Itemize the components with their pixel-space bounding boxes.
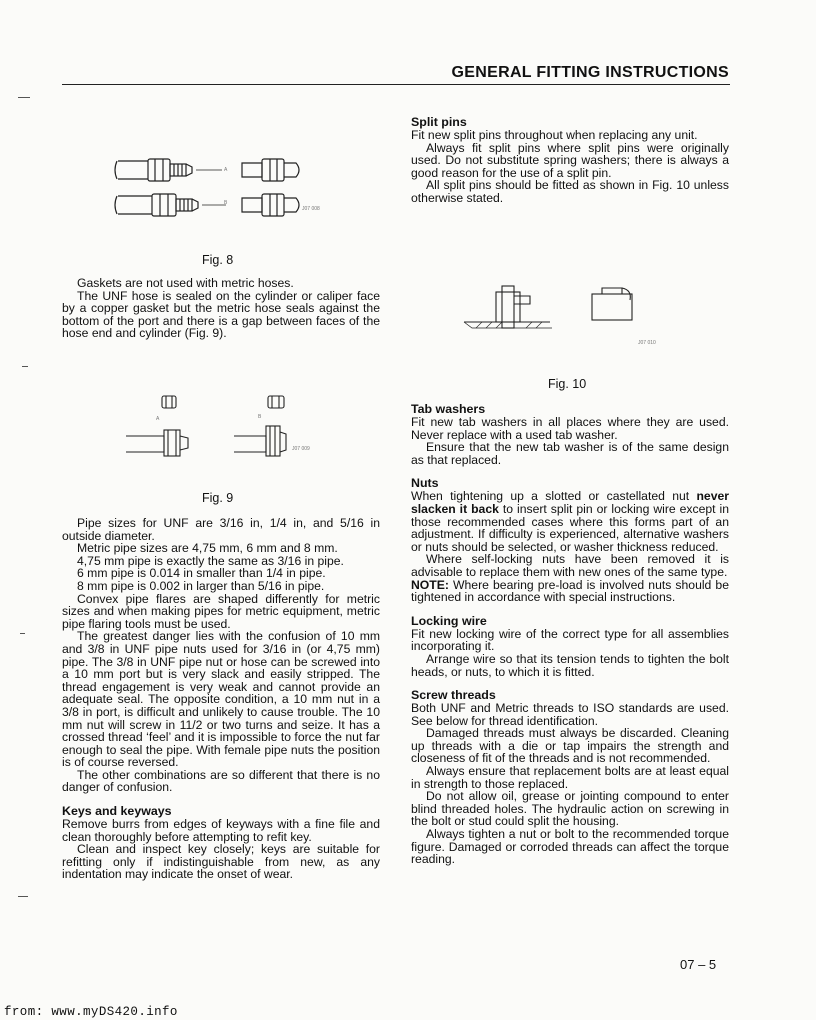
- locking-wire-heading: Locking wire: [411, 613, 487, 628]
- gaskets-paragraph-1: Gaskets are not used with metric hoses.: [77, 276, 294, 290]
- tab-washers-heading: Tab washers: [411, 402, 486, 416]
- margin-mark: [22, 366, 28, 367]
- pipe-flares-paragraph: Convex pipe flares are shaped differently for metric sizes and when making pipes for metric equipment, metric pipe flaring tools must be used.: [62, 591, 380, 631]
- screw-threads-paragraph-2: Damaged threads must always be discarded. Cleaning up threads with a die or tap impairs the strength and closeness of fit of the threads and is not recommended.: [411, 726, 729, 766]
- screw-threads-paragraph-4: Do not allow oil, grease or jointing compound to enter blind threaded holes. The hydraulic action on screwing in the bolt or stud could split the housing.: [411, 789, 729, 829]
- split-pins-paragraph-2: Always fit split pins where split pins were originally used. Do not substitute spring washers; there is always a good reason for the use of a split pin.: [411, 140, 729, 180]
- nuts-paragraph-2: Where self-locking nuts have been removed it is advisable to replace them with new ones of the same type.: [411, 552, 729, 579]
- footer-source: from: www.myDS420.info: [4, 1005, 178, 1019]
- page-number: 07 – 5: [680, 957, 717, 972]
- figure-10-caption: Fig. 10: [548, 377, 587, 391]
- figure-9-caption: Fig. 9: [202, 491, 234, 505]
- split-pins-section: [411, 115, 729, 205]
- screw-threads-paragraph-3: Always ensure that replacement bolts are at least equal in strength to those replaced.: [411, 764, 729, 791]
- fig8-reference: J07 008: [302, 206, 320, 212]
- keys-heading: Keys and keyways: [62, 804, 172, 819]
- fig8-label-a: A: [224, 167, 228, 173]
- keys-paragraph-1: Remove burrs from edges of keyways with a fine file and clean thoroughly before attempting to refit key.: [62, 817, 380, 844]
- fig9-label-b: B: [258, 414, 262, 420]
- margin-mark: [18, 97, 30, 98]
- nuts-paragraph-1: When tightening up a slotted or castellated nut never slacken it back to insert split pin or locking wire except in those recommended cases where this forms part of an adjustment. If difficulty is experienced, alternative washers or nuts should be selected, or washer thickness reduced.: [411, 489, 729, 554]
- other-combinations-paragraph: The other combinations are so different that there is no danger of confusion.: [62, 767, 380, 795]
- fig10-reference: J07 010: [638, 340, 656, 346]
- keys-paragraph-2: Clean and inspect key closely; keys are suitable for refitting only if indistinguishable from new, as any indentation may indicate the onset of wear.: [62, 842, 380, 882]
- gaskets-section: [62, 277, 380, 340]
- fig8-label-b: B: [224, 200, 228, 206]
- tab-washers-paragraph-1: Fit new tab washers in all places where they are used. Never replace with a used tab washer.: [411, 415, 729, 442]
- split-pins-paragraph-3: All split pins should be fitted as shown in Fig. 10 unless otherwise stated.: [411, 178, 729, 205]
- fig9-label-a: A: [156, 416, 160, 422]
- gaskets-paragraph-2: The UNF hose is sealed on the cylinder or caliper face by a copper gasket but the metric hose seals against the bottom of the port and there is a gap between faces of the hose end and cylinder (Fig. 9).: [62, 288, 380, 341]
- pipe-sizes-paragraph-5: 8 mm pipe is 0.002 in larger than 5/16 in pipe.: [77, 578, 325, 593]
- margin-mark: [18, 896, 28, 897]
- figure-10-split-pin: [462, 284, 702, 354]
- screw-threads-paragraph-5: Always tighten a nut or bolt to the recommended torque figure. Damaged or corroded threads can affect the torque reading.: [411, 827, 729, 867]
- locking-wire-paragraph-1: Fit new locking wire of the correct type for all assemblies incorporating it.: [411, 626, 729, 654]
- figure-9-hose-seals: [118, 392, 348, 462]
- pipe-sizes-section: [62, 517, 380, 881]
- header-rule: [62, 84, 730, 85]
- figure-8-hose-fittings: [112, 150, 342, 230]
- pipe-sizes-paragraph-1: Pipe sizes for UNF are 3/16 in, 1/4 in, and 5/16 in outside diameter.: [62, 516, 380, 543]
- margin-mark: [20, 633, 25, 634]
- split-pins-heading: Split pins: [411, 115, 467, 129]
- pipe-sizes-paragraph-2: Metric pipe sizes are 4,75 mm, 6 mm and 8 mm.: [77, 541, 338, 556]
- pipe-sizes-paragraph-3: 4,75 mm pipe is exactly the same as 3/16 in pipe.: [77, 553, 344, 568]
- screw-threads-heading: Screw threads: [411, 688, 496, 703]
- nuts-heading: Nuts: [411, 476, 439, 491]
- screw-threads-paragraph-1: Both UNF and Metric threads to ISO standards are used. See below for thread identification.: [411, 701, 729, 728]
- split-pins-paragraph-1: Fit new split pins throughout when replacing any unit.: [411, 128, 698, 142]
- pipe-sizes-paragraph-4: 6 mm pipe is 0.014 in smaller than 1/4 in pipe.: [77, 566, 326, 581]
- figure-8-caption: Fig. 8: [202, 253, 234, 267]
- danger-paragraph: The greatest danger lies with the confusion of 10 mm and 3/8 in UNF pipe nuts used for 3/16 in (or 4,75 mm) pipe. The 3/8 in UNF pipe nut or hose can be screwed into a 10 mm port but is very slack and easily stripped. The thread engagement is very weak and cannot provide an adequate seal. The opposite condition, a 10 mm nut in a 3/8 in port, is difficult and unlikely to cause trouble. The 10 mm nut will screw in 11/2 or two turns and seize. It has a crossed thread ‘feel’ and it is impossible to force the nut far enough to seal the pipe. With female pipe nuts the position is of course reversed.: [62, 629, 380, 770]
- tab-washers-paragraph-2: Ensure that the new tab washer is of the same design as that replaced.: [411, 440, 729, 467]
- fig9-reference: J07 009: [292, 446, 310, 452]
- note-paragraph: NOTE: Where bearing pre-load is involved nuts should be tightened in accordance with special instructions.: [411, 577, 729, 605]
- tab-washers-section: [411, 402, 729, 866]
- locking-wire-paragraph-2: Arrange wire so that its tension tends to tighten the bolt heads, or nuts, to which it is fitted.: [411, 651, 729, 679]
- page-header-title: GENERAL FITTING INSTRUCTIONS: [451, 64, 729, 81]
